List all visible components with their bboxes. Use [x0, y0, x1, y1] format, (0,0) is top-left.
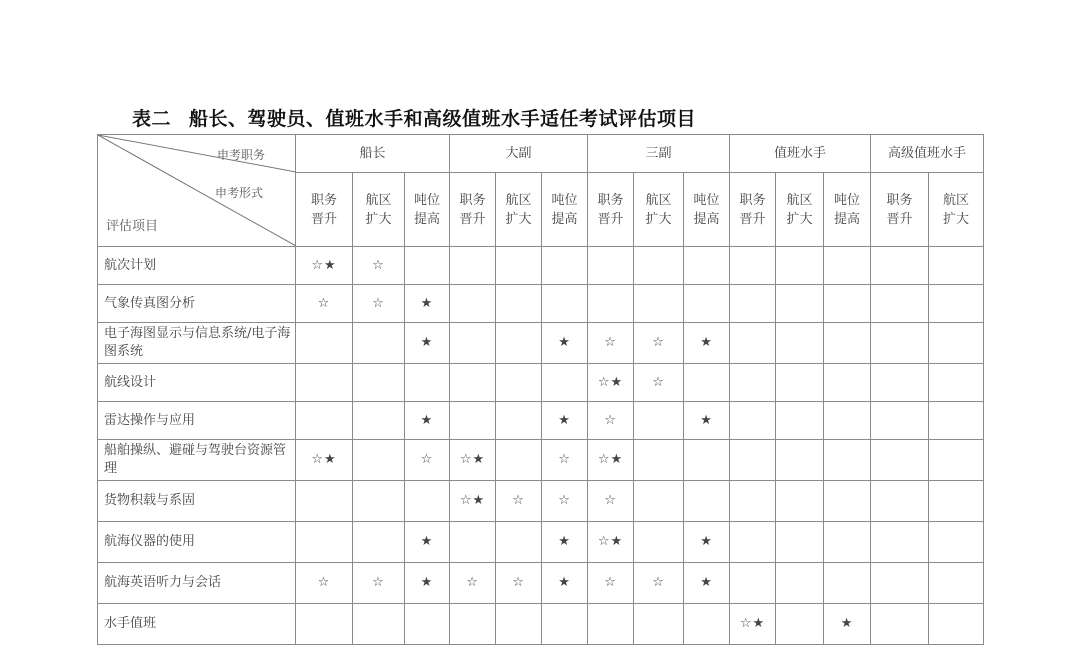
table-cell: ☆ [296, 285, 353, 323]
table-cell: ★ [405, 522, 450, 563]
sub-header: 航区扩大 [776, 173, 824, 247]
row-label: 船舶操纵、避碰与驾驶台资源管理 [98, 440, 296, 481]
table-cell [730, 285, 776, 323]
table-cell: ★ [684, 522, 730, 563]
table-cell: ☆ [588, 323, 634, 364]
table-cell [871, 481, 929, 522]
table-cell: ☆ [634, 563, 684, 604]
corner-header [98, 135, 296, 247]
table-cell [929, 440, 984, 481]
table-cell [634, 247, 684, 285]
table-cell [296, 604, 353, 645]
table-cell: ☆ [588, 402, 634, 440]
table-cell: ☆ [634, 364, 684, 402]
corner-label-position: 申考职务 [216, 148, 265, 162]
table-cell [450, 402, 496, 440]
table-cell [730, 323, 776, 364]
table-cell [405, 481, 450, 522]
table-cell [824, 323, 871, 364]
table-cell: ★ [405, 323, 450, 364]
sub-header: 职务晋升 [588, 173, 634, 247]
row-label: 水手值班 [98, 604, 296, 645]
table-cell [296, 364, 353, 402]
sub-header: 职务晋升 [296, 173, 353, 247]
table-cell: ★ [405, 285, 450, 323]
table-cell [824, 285, 871, 323]
table-cell [929, 563, 984, 604]
table-number: 表二 [132, 108, 172, 130]
table-row [98, 285, 984, 323]
table-cell [296, 323, 353, 364]
table-cell [684, 604, 730, 645]
table-cell: ☆ [405, 440, 450, 481]
table-cell: ☆ [588, 481, 634, 522]
table-cell [824, 563, 871, 604]
table-cell [776, 364, 824, 402]
corner-label-items: 评估项目 [106, 219, 159, 234]
table-cell [405, 604, 450, 645]
table-cell [353, 522, 405, 563]
table-cell [776, 440, 824, 481]
table-cell [929, 402, 984, 440]
table-cell: ☆ [588, 563, 634, 604]
table-cell [450, 323, 496, 364]
table-cell: ☆★ [730, 604, 776, 645]
table-cell [496, 522, 542, 563]
table-cell: ☆ [353, 285, 405, 323]
row-label: 航海英语听力与会话 [98, 563, 296, 604]
table-cell [684, 285, 730, 323]
row-label: 航海仪器的使用 [98, 522, 296, 563]
table-cell [450, 522, 496, 563]
table-cell [450, 604, 496, 645]
table-cell [776, 522, 824, 563]
table-cell [871, 522, 929, 563]
row-label: 雷达操作与应用 [98, 402, 296, 440]
table-cell [496, 402, 542, 440]
table-cell [929, 364, 984, 402]
table-cell [730, 402, 776, 440]
table-cell: ★ [405, 402, 450, 440]
table-cell [634, 440, 684, 481]
table-cell: ☆ [353, 563, 405, 604]
table-cell [496, 604, 542, 645]
row-label: 航线设计 [98, 364, 296, 402]
table-cell [634, 522, 684, 563]
group-header-chief-officer: 大副 [450, 135, 588, 173]
table-cell: ☆★ [296, 247, 353, 285]
table-cell: ★ [542, 402, 588, 440]
group-header-watch-rating: 值班水手 [730, 135, 871, 173]
table-cell [405, 364, 450, 402]
table-cell [542, 285, 588, 323]
table-cell: ★ [542, 563, 588, 604]
table-cell [588, 285, 634, 323]
table-title [132, 104, 696, 131]
table-cell: ★ [542, 522, 588, 563]
table-cell [496, 247, 542, 285]
table-cell [296, 522, 353, 563]
table-cell [824, 522, 871, 563]
table-cell [684, 440, 730, 481]
table-cell [496, 285, 542, 323]
sub-header: 职务晋升 [450, 173, 496, 247]
table-cell [871, 563, 929, 604]
table-cell [296, 402, 353, 440]
table-cell: ★ [824, 604, 871, 645]
sub-header: 航区扩大 [353, 173, 405, 247]
group-header-senior-watch-rating: 高级值班水手 [871, 135, 984, 173]
table-cell [929, 285, 984, 323]
row-label: 航次计划 [98, 247, 296, 285]
table-cell: ☆★ [450, 481, 496, 522]
table-cell [634, 402, 684, 440]
table-cell: ☆★ [588, 522, 634, 563]
table-cell: ☆ [542, 440, 588, 481]
sub-header: 吨位提高 [542, 173, 588, 247]
row-label: 电子海图显示与信息系统/电子海图系统 [98, 323, 296, 364]
table-row [98, 563, 984, 604]
group-header-third-officer: 三副 [588, 135, 730, 173]
table-cell: ★ [684, 563, 730, 604]
table-cell [824, 440, 871, 481]
table-cell [730, 522, 776, 563]
table-row [98, 323, 984, 364]
table-cell: ★ [405, 563, 450, 604]
row-label: 气象传真图分析 [98, 285, 296, 323]
table-cell [684, 481, 730, 522]
table-cell [824, 247, 871, 285]
table-row [98, 604, 984, 645]
table-cell [542, 604, 588, 645]
table-cell [776, 247, 824, 285]
corner-label-form: 申考形式 [214, 186, 263, 200]
table-cell [634, 604, 684, 645]
sub-header: 职务晋升 [871, 173, 929, 247]
table-cell [353, 481, 405, 522]
table-cell [929, 481, 984, 522]
table-cell: ☆ [496, 481, 542, 522]
table-cell [776, 402, 824, 440]
table-cell: ☆ [634, 323, 684, 364]
table-row [98, 522, 984, 563]
table-cell [634, 481, 684, 522]
table-cell [353, 364, 405, 402]
sub-header: 吨位提高 [684, 173, 730, 247]
table-cell: ★ [684, 323, 730, 364]
table-cell [929, 604, 984, 645]
table-cell [730, 247, 776, 285]
table-cell [871, 604, 929, 645]
table-cell [871, 364, 929, 402]
table-cell [776, 563, 824, 604]
sub-header: 航区扩大 [929, 173, 984, 247]
table-cell: ☆★ [588, 440, 634, 481]
table-cell [684, 247, 730, 285]
sub-header: 职务晋升 [730, 173, 776, 247]
table-cell [496, 323, 542, 364]
table-cell [824, 481, 871, 522]
table-cell [730, 364, 776, 402]
sub-header: 吨位提高 [405, 173, 450, 247]
table-cell [730, 481, 776, 522]
table-cell [588, 247, 634, 285]
group-header-captain: 船长 [296, 135, 450, 173]
table-cell [353, 604, 405, 645]
table-cell [871, 247, 929, 285]
sub-header: 航区扩大 [496, 173, 542, 247]
table-cell: ★ [684, 402, 730, 440]
table-cell [450, 247, 496, 285]
table-cell [824, 402, 871, 440]
table-row [98, 402, 984, 440]
table-cell [542, 364, 588, 402]
table-caption: 船长、驾驶员、值班水手和高级值班水手适任考试评估项目 [189, 108, 697, 130]
table-row [98, 481, 984, 522]
table-cell [588, 604, 634, 645]
table-cell [824, 364, 871, 402]
table-cell [929, 522, 984, 563]
table-cell [353, 323, 405, 364]
table-cell: ☆ [496, 563, 542, 604]
table-cell [450, 285, 496, 323]
sub-header: 吨位提高 [824, 173, 871, 247]
table-cell [871, 285, 929, 323]
table-cell: ★ [542, 323, 588, 364]
table-row [98, 440, 984, 481]
table-cell: ☆★ [588, 364, 634, 402]
table-cell [929, 323, 984, 364]
table-cell [871, 323, 929, 364]
table-cell [496, 364, 542, 402]
table-cell [296, 481, 353, 522]
table-cell [871, 402, 929, 440]
table-body [98, 247, 984, 645]
table-cell [405, 247, 450, 285]
table-cell [871, 440, 929, 481]
table-cell [634, 285, 684, 323]
row-label: 货物积载与系固 [98, 481, 296, 522]
table-cell: ☆ [450, 563, 496, 604]
table-cell: ☆★ [450, 440, 496, 481]
table-cell: ☆ [353, 247, 405, 285]
table-cell [730, 563, 776, 604]
table-row [98, 364, 984, 402]
assessment-table [97, 134, 984, 645]
table-cell: ☆ [296, 563, 353, 604]
table-cell [730, 440, 776, 481]
table-cell [450, 364, 496, 402]
table-cell [353, 440, 405, 481]
table-cell [776, 604, 824, 645]
table-cell: ☆ [542, 481, 588, 522]
table-cell [929, 247, 984, 285]
table-cell [496, 440, 542, 481]
header-group-row [98, 135, 984, 173]
table-cell [684, 364, 730, 402]
table-cell [542, 247, 588, 285]
table-cell: ☆★ [296, 440, 353, 481]
table-cell [776, 323, 824, 364]
sub-header: 航区扩大 [634, 173, 684, 247]
table-row [98, 247, 984, 285]
table-cell [776, 285, 824, 323]
table-cell [353, 402, 405, 440]
table-cell [776, 481, 824, 522]
